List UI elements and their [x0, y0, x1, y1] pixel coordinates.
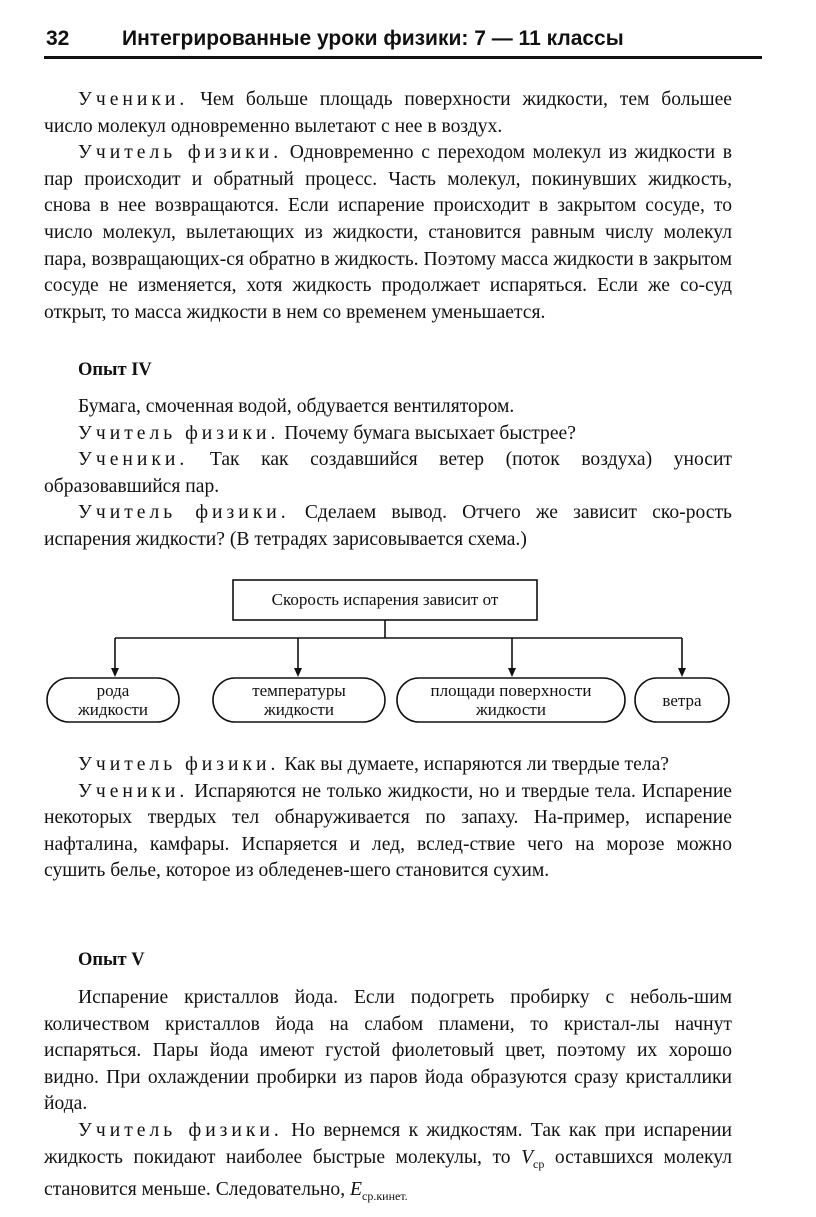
paragraph-text: оставшихся молекул становится меньше. Следовательно,: [44, 1146, 732, 1201]
paragraph-text: Почему бумага высыхает быстрее?: [284, 422, 576, 444]
paragraph: [44, 985, 732, 1118]
node-line: жидкости: [264, 700, 334, 719]
paragraph-text: Сделаем вывод. Отчего же зависит ско-рость испарения жидкости? (В тетрадях зарисовывается схема.): [44, 502, 732, 550]
paragraph: [44, 421, 732, 448]
page-header: [44, 24, 762, 59]
diagram-node-wind: [635, 691, 729, 710]
diagram-root-label: Скорость испарения зависит от: [271, 590, 499, 609]
diagram-node-kind: [47, 681, 179, 719]
section-heading-experiment-4: Опыт IV: [78, 360, 152, 380]
running-title: Интегрированные уроки физики: 7 — 11 классы: [122, 27, 624, 50]
paragraph-text: Как вы думаете, испаряются ли твердые тела?: [284, 754, 669, 775]
node-line: температуры: [252, 681, 346, 700]
paragraph-text: Испаряются не только жидкости, но и твердые тела. Испарение некоторых твердых тел обнаруживается по запаху. На-пример, испарение нафталина, камфары. Испаряется и лед, вслед-ствие чего на морозе можно сушить белье, которое из обледенев-шего становится сухим.: [44, 780, 732, 882]
paragraph: [44, 447, 732, 500]
page-number: 32: [46, 27, 70, 50]
paragraph: [44, 1118, 732, 1210]
energy-subscript: ср.кинет.: [362, 1188, 408, 1203]
paragraph: [44, 394, 732, 421]
paragraph-text: Одновременно с переходом молекул из жидкости в пар происходит и обратный процесс. Часть молекул, покинувших жидкость, снова в нее возвращаются. Если испарение происходит в закрытом сосуде, то число молекул, вылетающих из жидкости, становится равным числу молекул пара, возвращающих-ся обратно в жидкость. Поэтому масса жидкости в закрытом сосуде не изменяется, хотя жидкость продолжает испаряться. Если же со-суд открыт, то масса жидкости в нем со временем уменьшается.: [44, 142, 732, 323]
paragraph-text: Чем больше площадь поверхности жидкости, тем большее число молекул одновременно вылетают с нее в воздух.: [44, 89, 732, 137]
paragraph: [44, 779, 732, 885]
velocity-symbol: V: [521, 1146, 534, 1168]
speaker-label: Учитель физики.: [78, 1119, 283, 1141]
speaker-label: Учитель физики.: [78, 142, 283, 164]
speaker-label: Ученики.: [78, 780, 189, 802]
diagram-node-temperature: [213, 681, 385, 719]
text-block-1: [44, 87, 732, 326]
section-heading-experiment-5: Опыт V: [78, 950, 145, 970]
paragraph: [44, 500, 732, 553]
paragraph: [44, 87, 732, 140]
speaker-label: Учитель физики.: [78, 502, 290, 524]
text-block-3: [44, 752, 732, 885]
paragraph-text: Испарение кристаллов йода. Если подогреть пробирку с неболь-шим количеством кристаллов йода на слабом пламени, то кристал-лы начнут испаряться. Пары йода имеют густой фиолетовый цвет, поэтому их хорошо видно. При охлаждении пробирки из паров йода образуются сразу кристаллики йода.: [44, 987, 732, 1115]
paragraph: [44, 140, 732, 326]
node-line: жидкости: [78, 700, 148, 719]
paragraph-text: Но вернемся к жидкостям. Так как при испарении жидкость покидают наиболее быстрые молекулы, то: [44, 1119, 732, 1168]
speaker-label: Учитель физики.: [78, 422, 280, 444]
text-block-4: [44, 985, 732, 1210]
speaker-label: Учитель физики.: [78, 754, 280, 775]
node-line: жидкости: [476, 700, 546, 719]
node-line: ветра: [662, 691, 702, 710]
evaporation-diagram: [40, 578, 740, 728]
text-block-2: [44, 394, 732, 554]
speaker-label: Ученики.: [78, 449, 189, 471]
paragraph: [44, 752, 732, 779]
paragraph-text: Так как создавшийся ветер (поток воздуха) уносит образовавшийся пар.: [44, 449, 732, 497]
energy-symbol: E: [350, 1179, 362, 1201]
paragraph-text: Бумага, смоченная водой, обдувается вентилятором.: [78, 396, 515, 417]
node-line: площади поверхности: [430, 681, 592, 700]
velocity-subscript: ср: [533, 1156, 545, 1171]
node-line: рода: [96, 681, 130, 700]
speaker-label: Ученики.: [78, 89, 189, 110]
diagram-node-surface-area: [397, 681, 625, 719]
